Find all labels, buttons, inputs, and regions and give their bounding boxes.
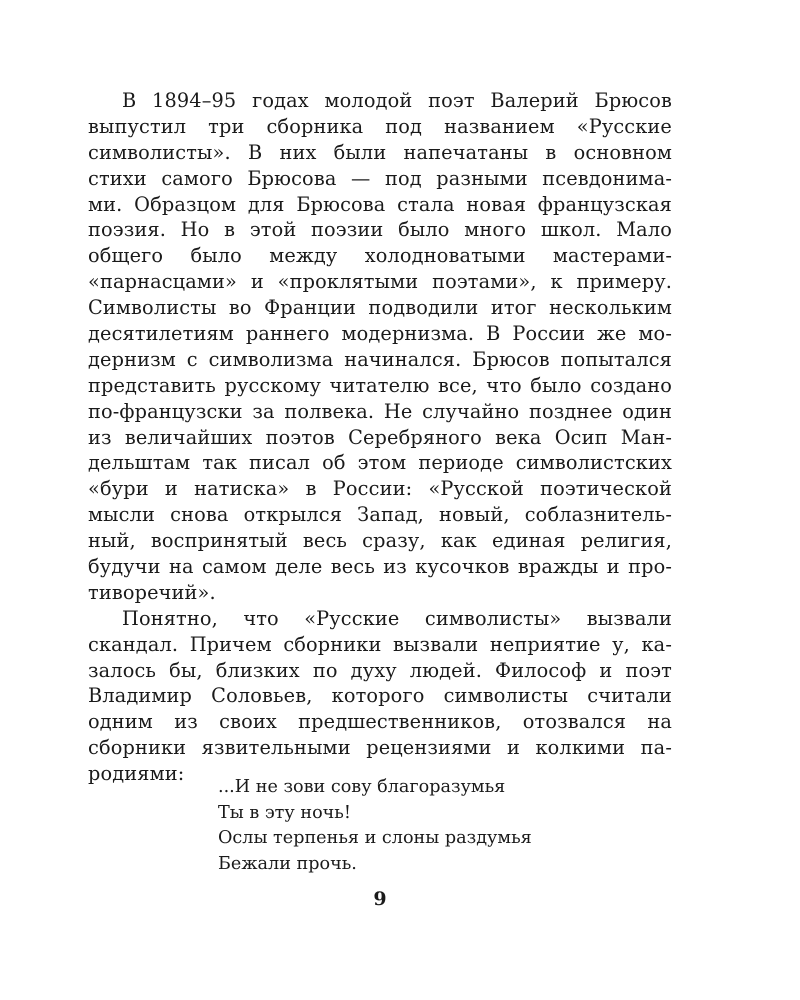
text-line: «парнасцами» и «проклятыми поэтами», к примеру. [88, 270, 672, 294]
text-line: будучи на самом деле весь из кусочков вражды и про- [88, 555, 672, 579]
poem-line: Бежали прочь. [218, 853, 357, 874]
text-line: Понятно, что «Русские символисты» вызвали [122, 606, 672, 630]
text-line: ный, воспринятый весь сразу, как единая религия, [88, 529, 672, 553]
main-text [88, 88, 672, 787]
text-line: стихи самого Брюсова — под разными псевдонима- [88, 166, 672, 190]
page-number: 9 [373, 888, 387, 910]
text-line: «бури и натиска» в России: «Русской поэтической [88, 477, 672, 501]
text-line: по-французски за полвека. Не случайно позднее один [88, 399, 672, 423]
text-line: одним из своих предшественников, отозвался на [88, 710, 672, 734]
text-line: общего было между холодноватыми мастерами- [88, 244, 672, 268]
text-line: родиями: [88, 762, 185, 786]
text-line: ми. Образцом для Брюсова стала новая французская [88, 192, 672, 216]
text-line: выпустил три сборника под названием «Русские [88, 114, 672, 138]
text-line: залось бы, близких по духу людей. Философ и поэт [88, 658, 672, 682]
text-line: тиворечий». [88, 580, 216, 604]
text-line: дернизм с символизма начинался. Брюсов попытался [88, 347, 672, 371]
poem-quote [218, 775, 618, 877]
poem-line: ...И не зови сову благоразумья [218, 777, 506, 797]
text-line: сборники язвительными рецензиями и колкими па- [88, 736, 672, 760]
text-line: десятилетиям раннего модернизма. В России же мо- [88, 322, 672, 346]
text-line: дельштам так писал об этом периоде символистских [88, 451, 672, 475]
text-line: символисты». В них были напечатаны в основном [88, 140, 672, 164]
poem-line: Ты в эту ночь! [218, 802, 351, 823]
text-line: поэзия. Но в этой поэзии было много школ. Мало [88, 218, 672, 242]
text-line: Владимир Соловьев, которого символисты считали [88, 684, 672, 708]
text-line: скандал. Причем сборники вызвали неприятие у, ка- [88, 632, 672, 656]
text-line: Символисты во Франции подводили итог нескольким [88, 296, 672, 320]
text-line: мысли снова открылся Запад, новый, соблазнитель- [88, 503, 672, 527]
text-line: В 1894–95 годах молодой поэт Валерий Брюсов [122, 89, 672, 112]
text-line: из величайших поэтов Серебряного века Осип Ман- [88, 425, 672, 449]
poem-line: Ослы терпенья и слоны раздумья [218, 828, 532, 849]
text-line: представить русскому читателю все, что было создано [88, 373, 672, 397]
